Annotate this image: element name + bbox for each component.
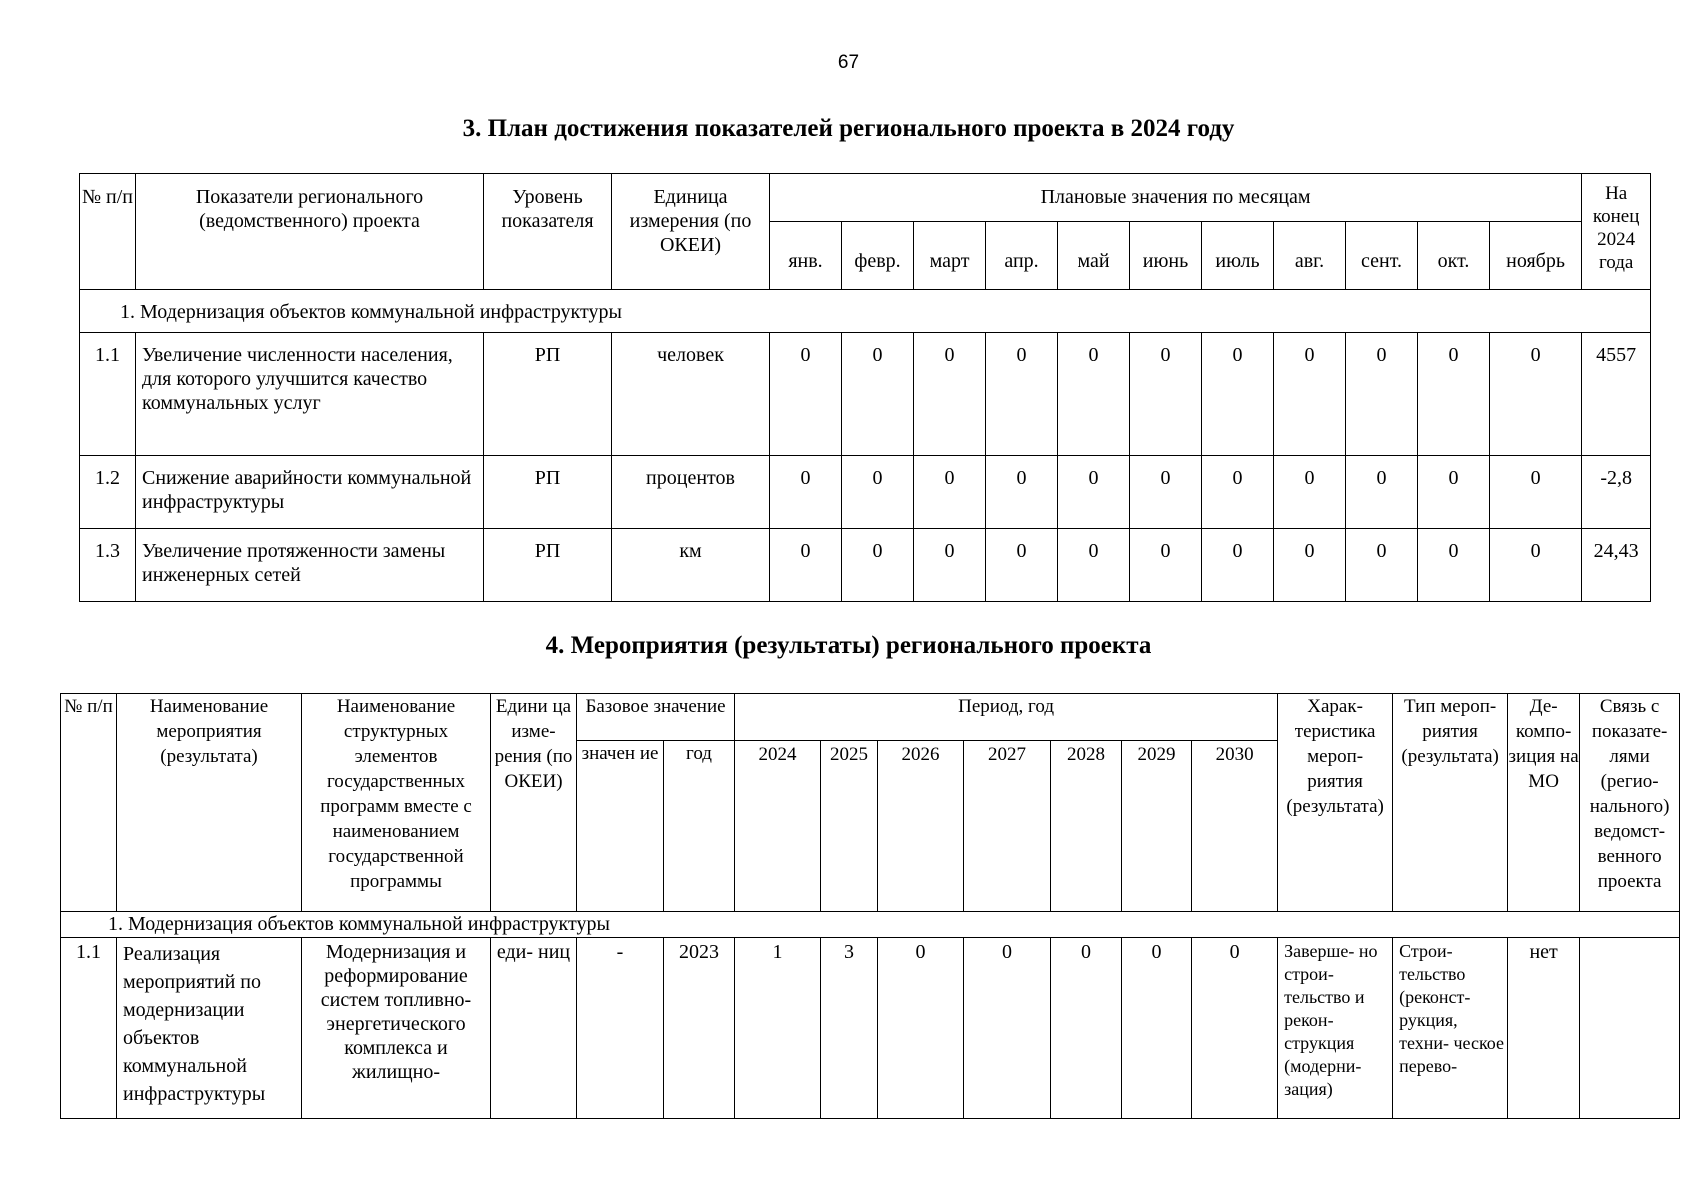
col-num-header: № п/п (80, 174, 136, 290)
month-value: 0 (1202, 529, 1274, 602)
month-header: март (914, 222, 986, 290)
indicator-name: Увеличение численности населения, для которого улучшится качество коммунальных услуг (136, 333, 484, 456)
col-end-header: На конец 2024 года (1582, 174, 1651, 290)
month-header: ноябрь (1490, 222, 1582, 290)
row-num: 1.1 (80, 333, 136, 456)
month-value: 0 (1418, 529, 1490, 602)
month-value: 0 (1490, 333, 1582, 456)
month-header: апр. (986, 222, 1058, 290)
end-value: -2,8 (1582, 456, 1651, 529)
col-unit-header: Единица измерения (по ОКЕИ) (612, 174, 770, 290)
end-value: 24,43 (1582, 529, 1651, 602)
month-value: 0 (914, 333, 986, 456)
section4-title: 4. Мероприятия (результаты) регионального проекта (545, 632, 1152, 659)
month-value: 0 (1130, 529, 1202, 602)
col-num-header: № п/п (61, 694, 117, 912)
month-value: 0 (1058, 529, 1130, 602)
month-value: 0 (1130, 333, 1202, 456)
month-header: окт. (1418, 222, 1490, 290)
year-header: 2029 (1122, 741, 1192, 912)
indicator-name: Снижение аварийности коммунальной инфраструктуры (136, 456, 484, 529)
table-row (80, 333, 1651, 456)
section3-title: 3. План достижения показателей регионального проекта в 2024 году (462, 115, 1235, 142)
month-value: 0 (1274, 333, 1346, 456)
col-structural-header: Наименование структурных элементов государственных программ вместе с наименованием государственной программы (302, 694, 491, 912)
base-value-subheader: значен ие (577, 741, 664, 912)
indicator-unit: км (612, 529, 770, 602)
year-value: 1 (735, 938, 821, 1119)
table-row (61, 938, 1680, 1119)
year-value: 0 (964, 938, 1051, 1119)
col-name-header: Наименование мероприятия (результата) (117, 694, 302, 912)
month-value: 0 (986, 333, 1058, 456)
month-value: 0 (986, 529, 1058, 602)
year-header: 2027 (964, 741, 1051, 912)
month-value: 0 (842, 456, 914, 529)
year-header: 2025 (821, 741, 878, 912)
indicator-level: РП (484, 456, 612, 529)
month-value: 0 (986, 456, 1058, 529)
month-header: май (1058, 222, 1130, 290)
month-value: 0 (842, 333, 914, 456)
year-value: 3 (821, 938, 878, 1119)
month-value: 0 (770, 456, 842, 529)
link-value (1580, 938, 1680, 1119)
month-value: 0 (1274, 456, 1346, 529)
year-header: 2028 (1051, 741, 1122, 912)
decomposition-value: нет (1508, 938, 1580, 1119)
page-number: 67 (837, 52, 860, 73)
month-value: 0 (1058, 456, 1130, 529)
indicator-unit: человек (612, 333, 770, 456)
col-unit-header: Едини ца изме- рения (по ОКЕИ) (491, 694, 577, 912)
section-row: 1. Модернизация объектов коммунальной инфраструктуры (80, 290, 1651, 333)
month-value: 0 (1130, 456, 1202, 529)
year-value: 0 (1051, 938, 1122, 1119)
year-value: 0 (1122, 938, 1192, 1119)
year-value: 0 (1192, 938, 1278, 1119)
col-level-header: Уровень показателя (484, 174, 612, 290)
month-value: 0 (1058, 333, 1130, 456)
structural-element: Модернизация и реформирование систем топливно- энергетического комплекса и жилищно- (302, 938, 491, 1119)
month-value: 0 (914, 529, 986, 602)
month-value: 0 (1202, 456, 1274, 529)
col-type-header: Тип мероп- риятия (результата) (1393, 694, 1508, 912)
indicators-plan-table (79, 173, 1651, 602)
indicator-level: РП (484, 333, 612, 456)
end-value: 4557 (1582, 333, 1651, 456)
indicator-unit: процентов (612, 456, 770, 529)
indicator-name: Увеличение протяженности замены инженерных сетей (136, 529, 484, 602)
month-value: 0 (1418, 456, 1490, 529)
month-value: 0 (1346, 333, 1418, 456)
month-header: сент. (1346, 222, 1418, 290)
table-row (80, 529, 1651, 602)
monthly-values-header: Плановые значения по месяцам (770, 174, 1582, 222)
base-value-header: Базовое значение (577, 694, 735, 741)
year-header: 2026 (878, 741, 964, 912)
table-row (80, 456, 1651, 529)
col-indicator-header: Показатели регионального (ведомственного) проекта (136, 174, 484, 290)
col-characteristic-header: Харак- теристика мероп- риятия (результата) (1278, 694, 1393, 912)
month-value: 0 (842, 529, 914, 602)
activity-characteristic: Заверше- но строи- тельство и рекон- струкция (модерни- зация) (1278, 938, 1393, 1119)
year-header: 2024 (735, 741, 821, 912)
month-value: 0 (770, 529, 842, 602)
base-year-subheader: год (664, 741, 735, 912)
month-value: 0 (1274, 529, 1346, 602)
month-value: 0 (1490, 529, 1582, 602)
row-num: 1.2 (80, 456, 136, 529)
period-header: Период, год (735, 694, 1278, 741)
month-value: 0 (914, 456, 986, 529)
activity-unit: еди- ниц (491, 938, 577, 1119)
activity-name: Реализация мероприятий по модернизации объектов коммунальной инфраструктуры (117, 938, 302, 1119)
month-value: 0 (1418, 333, 1490, 456)
row-num: 1.1 (61, 938, 117, 1119)
col-link-header: Связь с показате- лями (регио- нального) ведомст- венного проекта (1580, 694, 1680, 912)
indicator-level: РП (484, 529, 612, 602)
month-header: февр. (842, 222, 914, 290)
month-header: янв. (770, 222, 842, 290)
activities-table (60, 693, 1680, 1119)
month-header: июль (1202, 222, 1274, 290)
base-year: 2023 (664, 938, 735, 1119)
base-value: - (577, 938, 664, 1119)
month-value: 0 (1490, 456, 1582, 529)
col-decomposition-header: Де- компо- зиция на МО (1508, 694, 1580, 912)
row-num: 1.3 (80, 529, 136, 602)
month-value: 0 (1202, 333, 1274, 456)
month-value: 0 (770, 333, 842, 456)
section-row: 1. Модернизация объектов коммунальной инфраструктуры (61, 912, 1680, 938)
month-value: 0 (1346, 529, 1418, 602)
year-value: 0 (878, 938, 964, 1119)
activity-type: Строи- тельство (реконст- рукция, техни- ческое перево- (1393, 938, 1508, 1119)
month-value: 0 (1346, 456, 1418, 529)
month-header: июнь (1130, 222, 1202, 290)
year-header: 2030 (1192, 741, 1278, 912)
month-header: авг. (1274, 222, 1346, 290)
